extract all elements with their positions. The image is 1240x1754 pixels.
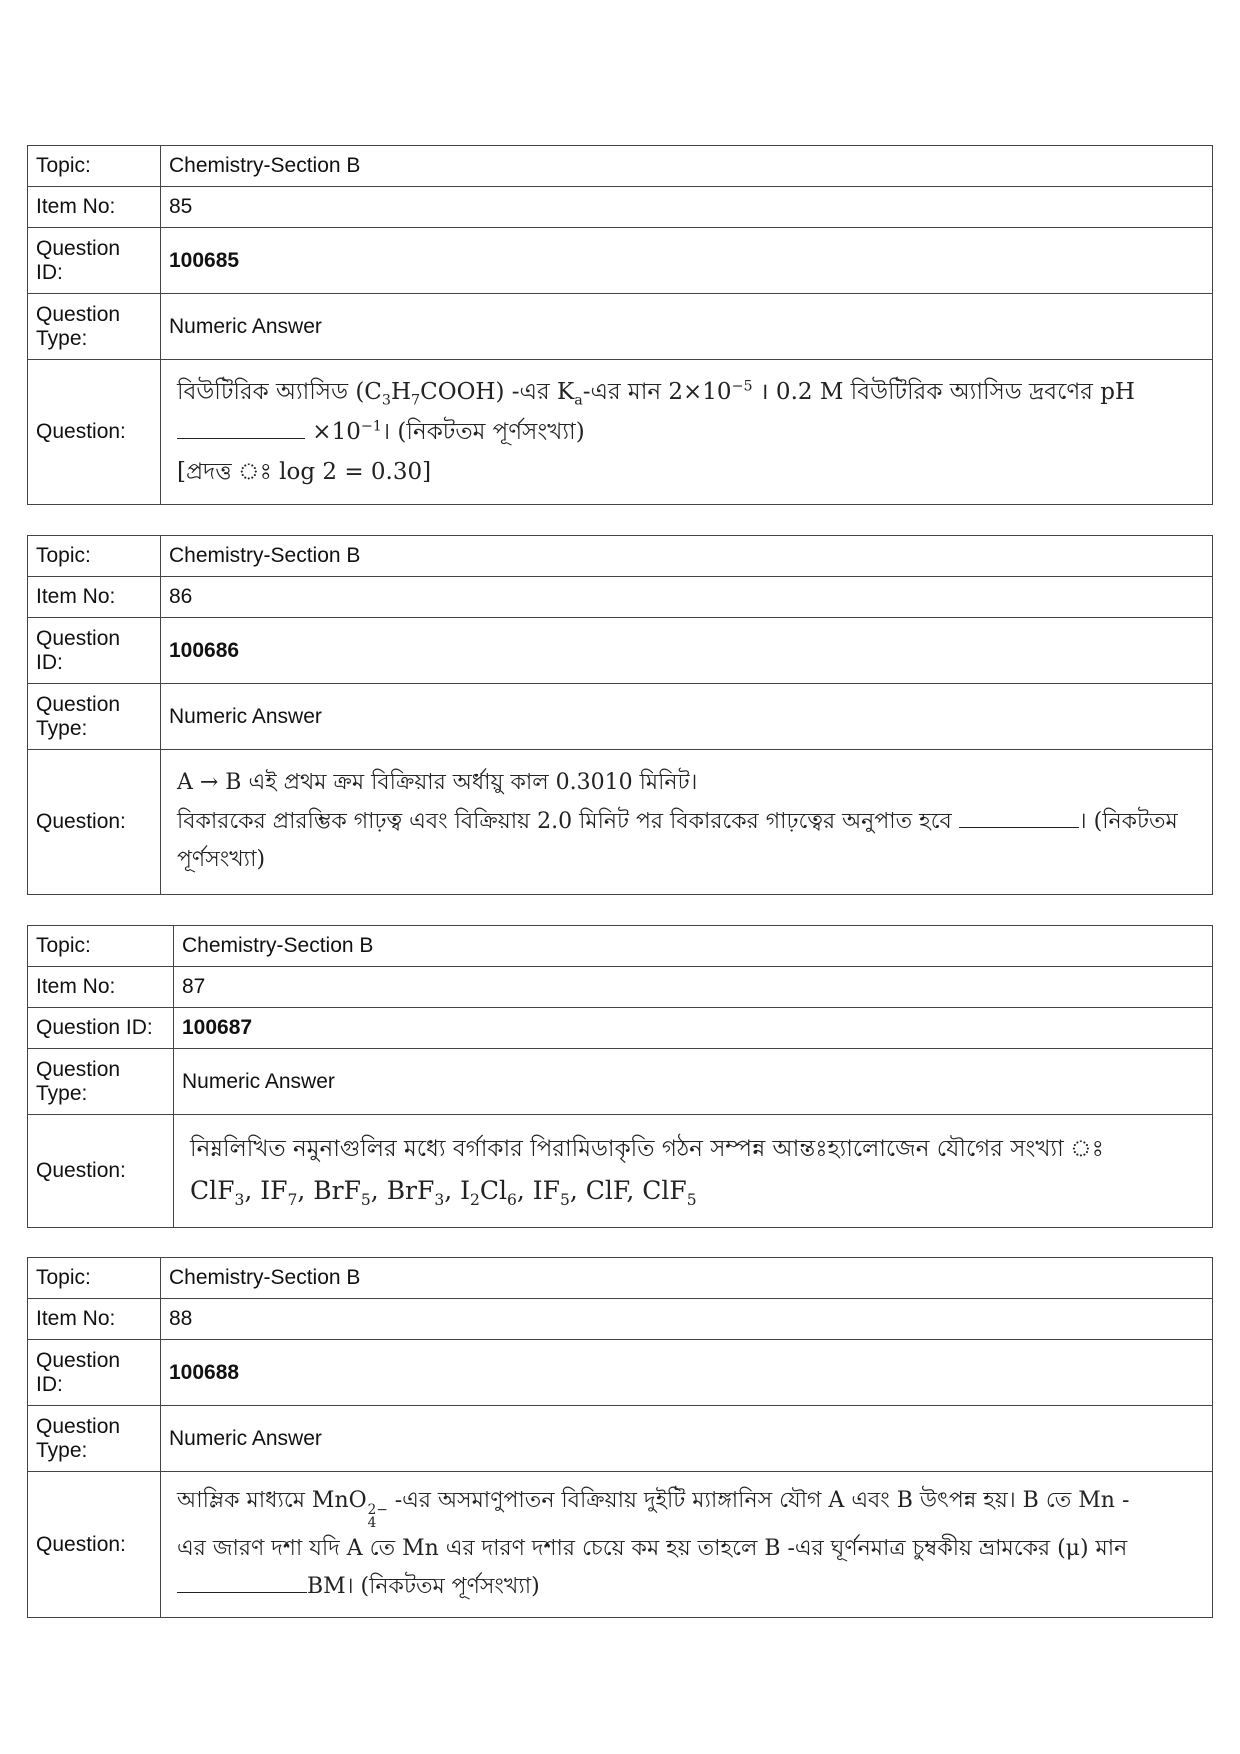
item-no-label: Item No: [28,1299,161,1340]
question-line-2: $\times 10^{-1}।$ (নিকটতম পূর্ণসংখ্যা) [177,412,1198,452]
question-text [174,1115,1213,1228]
question-type-label: Question Type: [28,294,161,360]
question-text [161,1472,1213,1618]
topic-label: Topic: [28,146,161,187]
question-line-3: পূর্ণসংখ্যা) [177,847,266,873]
question-line-1: নিম্নলিখিত নমুনাগুলির মধ্যে বর্গাকার পিরামিডাকৃতি গঠন সম্পন্ন আন্তঃহ্যালোজেন যৌগের সংখ্যা ঃ [190,1136,1104,1162]
topic-label: Topic: [28,926,174,967]
question-label: Question: [28,1115,174,1228]
question-type-value: Numeric Answer [161,1406,1213,1472]
question-label: Question: [28,1472,161,1618]
answer-blank [959,805,1079,828]
question-line-2: ClF$_3$, $IF_7$, BrF$_5$, BrF$_3$, $I_2Cl_6$, $IF_5$, ClF, ClF$_5$ [190,1176,697,1210]
question-table-88 [27,1257,1213,1618]
question-line-2: এর জারণ দশা যদি A তে Mn এর দারণ দশার চেয়ে কম হয় তাহলে B -এর ঘূর্ণনমাত্র চুম্বকীয় ভ্রামকের (μ) মান [177,1535,1128,1561]
question-label: Question: [28,750,161,895]
topic-value: Chemistry-Section B [161,1258,1213,1299]
item-no-value: 88 [161,1299,1213,1340]
item-no-label: Item No: [28,577,161,618]
question-table-85 [27,145,1213,505]
question-id-label: Question ID: [28,1340,161,1406]
question-line-1: আম্লিক মাধ্যমে MnO 2− 4 -এর অসমাণুপাতন বিক্রিয়ায় দুইটি ম্যাঙ্গানিস যৌগ A এবং B উৎপন্ন হয়। B তে Mn - [177,1488,1130,1531]
question-id-value: 100688 [161,1340,1213,1406]
question-table-86 [27,535,1213,895]
topic-value: Chemistry-Section B [161,536,1213,577]
question-type-value: Numeric Answer [161,294,1213,360]
question-line-1: A → B এই প্রথম ক্রম বিক্রিয়ার অর্ধায়ু কাল 0.3010 মিনিট। [177,770,698,796]
question-line-3: [প্রদত্ত ঃ log 2 = 0.30] [177,459,432,486]
charge-subscript-stack: 2− 4 [367,1501,388,1531]
topic-label: Topic: [28,536,161,577]
question-type-value: Numeric Answer [174,1049,1213,1115]
item-no-label: Item No: [28,187,161,228]
item-no-value: 86 [161,577,1213,618]
question-line-3: BM। (নিকটতম পূর্ণসংখ্যা) [177,1568,1198,1607]
question-table-87 [27,925,1213,1228]
answer-blank [177,1570,307,1593]
question-id-value: 100685 [161,228,1213,294]
item-no-value: 85 [161,187,1213,228]
question-id-value: 100687 [174,1008,1213,1049]
question-id-label: Question ID: [28,1008,174,1049]
question-type-value: Numeric Answer [161,684,1213,750]
topic-value: Chemistry-Section B [174,926,1213,967]
question-line-1: বিউটিরিক অ্যাসিড $(C_3H_7COOH)$ -এর $K_a-এর$ মান $2\times 10^{-5}$ । 0.2 M বিউটিরিক অ্যাসিড দ্রবণের pH [177,377,1135,409]
item-no-label: Item No: [28,967,174,1008]
question-text [161,360,1213,505]
question-type-label: Question Type: [28,684,161,750]
question-id-label: Question ID: [28,618,161,684]
question-type-label: Question Type: [28,1406,161,1472]
question-label: Question: [28,360,161,505]
question-id-label: Question ID: [28,228,161,294]
answer-blank [177,415,305,439]
question-line-2: বিকারকের প্রারম্ভিক গাঢ়ত্ব এবং বিক্রিয়ায় 2.0 মিনিট পর বিকারকের গাঢ়ত্বের অনুপাত হবে । (নিকটতম [177,803,1198,842]
question-type-label: Question Type: [28,1049,174,1115]
topic-value: Chemistry-Section B [161,146,1213,187]
question-id-value: 100686 [161,618,1213,684]
item-no-value: 87 [174,967,1213,1008]
question-text [161,750,1213,895]
topic-label: Topic: [28,1258,161,1299]
